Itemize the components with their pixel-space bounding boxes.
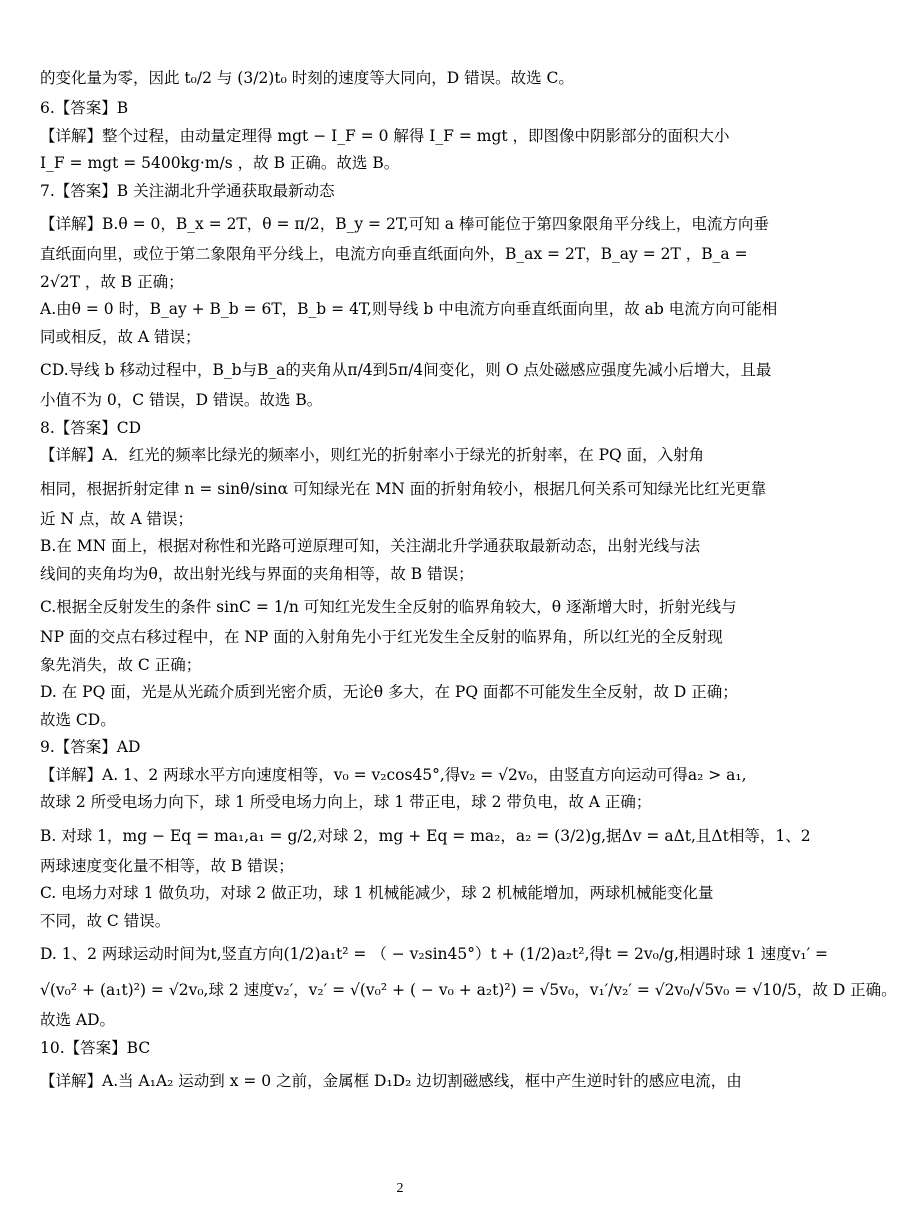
text-line: √(v₀² + (a₁t)²) = √2v₀,球 2 速度v₂′，v₂′ = √(v₀² + ( − v₀ + a₂t)²) = √5v₀，v₁′/v₂′ = √2v₀/√5v₀ = √10/5，故 D 正确。: [40, 981, 897, 999]
text-line: 线间的夹角均为θ，故出射光线与界面的夹角相等，故 B 错误；: [40, 564, 474, 583]
text-line: B. 对球 1，mg − Eq = ma₁,a₁ = g/2,对球 2，mg + Eq = ma₂，a₂ = (3/2)g,据Δv = aΔt,且Δt相等，1、2: [40, 826, 811, 845]
text-line: 【详解】A.当 A₁A₂ 运动到 x = 0 之前，金属框 D₁D₂ 边切割磁感线，框中产生逆时针的感应电流，由: [40, 1072, 742, 1090]
document-body: [40, 62, 897, 1101]
text-line: 【详解】A. 1、2 两球水平方向速度相等，v₀ = v₂cos45°,得v₂ = √2v₀，由竖直方向运动可得a₂ > a₁,: [40, 765, 747, 784]
text-line: 10.【答案】BC: [40, 1038, 151, 1057]
text-line: 【详解】B.θ = 0，B_x = 2T，θ = π/2，B_y = 2T,可知 a 棒可能位于第四象限角平分线上，电流方向垂: [40, 215, 769, 233]
text-line: 象先消失，故 C 正确；: [40, 655, 202, 674]
page-number: 2: [396, 1181, 404, 1196]
text-line: 故选 CD。: [40, 710, 116, 729]
text-line: 【详解】A．红光的频率比绿光的频率小，则红光的折射率小于绿光的折射率，在 PQ 面，入射角: [40, 446, 705, 464]
text-line: 直纸面向里，或位于第二象限角平分线上，电流方向垂直纸面向外，B_ax = 2T，B_ay = 2T ，B_a =: [40, 245, 748, 263]
text-line: CD.导线 b 移动过程中，B_b与B_a的夹角从π/4到5π/4间变化，则 O 点处磁感应强度先减小后增大，且最: [40, 361, 772, 379]
text-line: 7.【答案】B 关注湖北升学通获取最新动态: [40, 181, 335, 200]
text-line: D. 1、2 两球运动时间为t,竖直方向(1/2)a₁t² = （ − v₂sin45°）t + (1/2)a₂t²,得t = 2v₀/g,相遇时球 1 速度v₁′ =: [40, 945, 829, 963]
text-line: 的变化量为零，因此 t₀/2 与 (3/2)t₀ 时刻的速度等大同向，D 错误。故选 C。: [40, 69, 574, 87]
text-line: 【详解】整个过程，由动量定理得 mgt − I_F = 0 解得 I_F = mgt ，即图像中阴影部分的面积大小: [40, 126, 730, 145]
text-line: C. 电场力对球 1 做负功，对球 2 做正功，球 1 机械能减少，球 2 机械能增加，两球机械能变化量: [40, 884, 714, 902]
text-line: 8.【答案】CD: [40, 418, 142, 437]
text-line: 故选 AD。: [40, 1011, 116, 1029]
text-line: 2√2T ，故 B 正确；: [40, 272, 184, 291]
text-line: 9.【答案】AD: [40, 738, 141, 756]
text-line: 故球 2 所受电场力向下，球 1 所受电场力向上，球 1 带正电，球 2 带负电，故 A 正确；: [40, 793, 652, 811]
text-line: B.在 MN 面上，根据对称性和光路可逆原理可知，关注湖北升学通获取最新动态，出射光线与法: [40, 537, 701, 555]
text-line: 6.【答案】B: [40, 99, 129, 117]
text-line: 相同，根据折射定律 n = sinθ/sinα 可知绿光在 MN 面的折射角较小，根据几何关系可知绿光比红光更靠: [40, 479, 767, 498]
text-line: D. 在 PQ 面，光是从光疏介质到光密介质，无论θ 多大，在 PQ 面都不可能发生全反射，故 D 正确；: [40, 683, 738, 701]
text-line: I_F = mgt = 5400kg·m/s ，故 B 正确。故选 B。: [40, 154, 400, 172]
text-line: 小值不为 0，C 错误，D 错误。故选 B。: [40, 391, 323, 409]
text-line: 两球速度变化量不相等，故 B 错误；: [40, 856, 294, 875]
text-line: A.由θ = 0 时，B_ay + B_b = 6T，B_b = 4T,则导线 b 中电流方向垂直纸面向里，故 ab 电流方向可能相: [40, 300, 778, 318]
text-line: C.根据全反射发生的条件 sinC = 1/n 可知红光发生全反射的临界角较大，θ 逐渐增大时，折射光线与: [40, 598, 737, 616]
text-line: NP 面的交点右移过程中，在 NP 面的入射角先小于红光发生全反射的临界角，所以红光的全反射现: [40, 628, 723, 646]
text-line: 不同，故 C 错误。: [40, 911, 171, 930]
text-line: 同或相反，故 A 错误；: [40, 327, 201, 346]
text-line: 近 N 点，故 A 错误；: [40, 509, 193, 528]
